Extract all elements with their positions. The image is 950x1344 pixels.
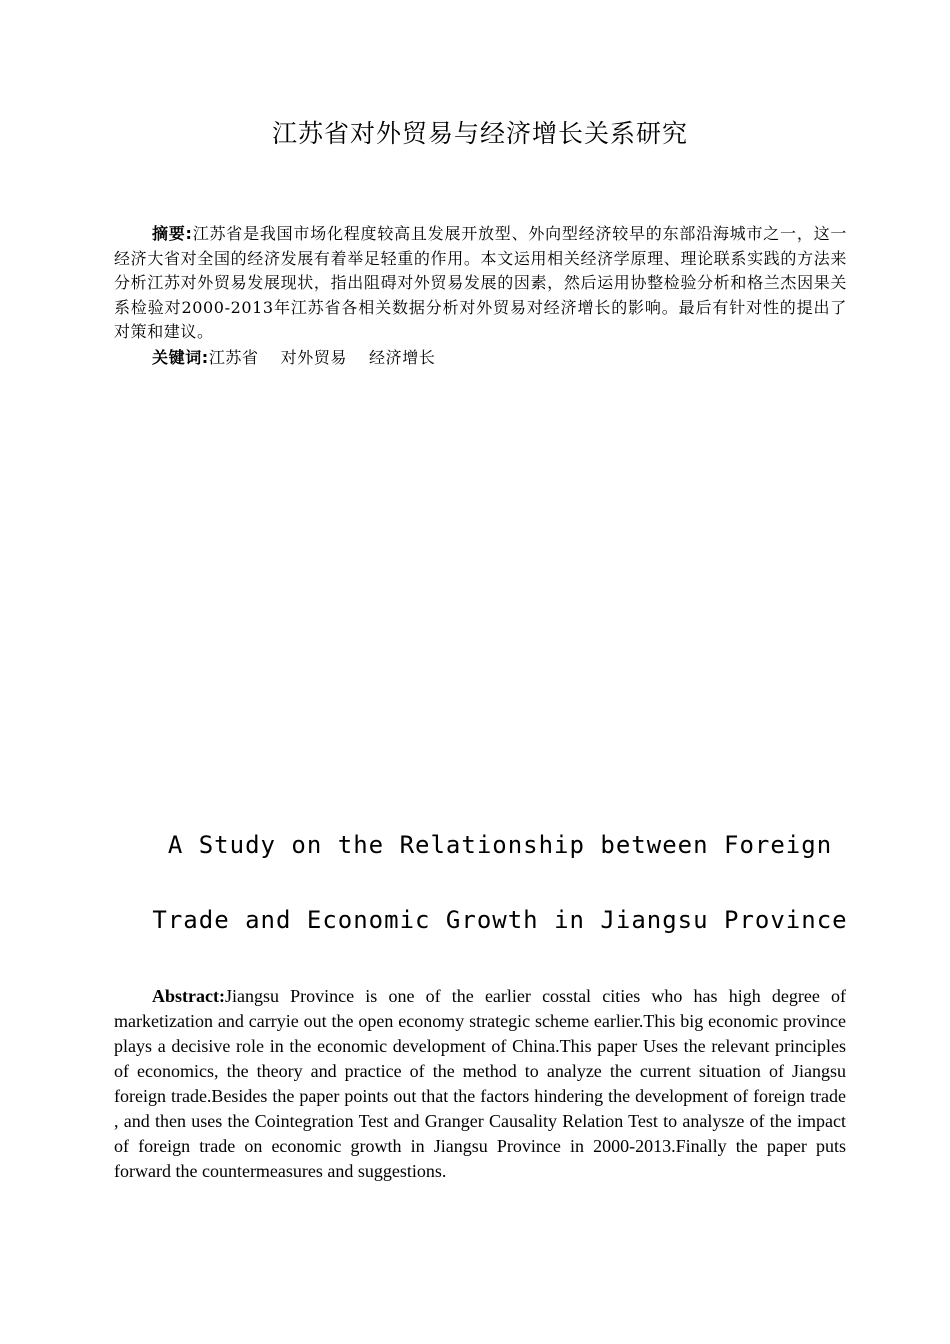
english-abstract-label: Abstract: xyxy=(152,986,225,1006)
keyword-item: 江苏省 xyxy=(208,348,259,367)
chinese-abstract xyxy=(114,222,847,345)
english-title-line-2: Trade and Economic Growth in Jiangsu Province xyxy=(152,906,848,934)
english-abstract-text: Jiangsu Province is one of the earlier cosstal cities who has high degree of marketization and carryie out the open economy strategic scheme earlier.This big economic province plays a decisive role in the economic development of China.This paper Uses the relevant principles of economics, the theory and practice of the method to analyze the current situation of Jiangsu foreign trade.Besides the paper points out that the factors hindering the development of foreign trade , and then uses the Cointegration Test and Granger Causality Relation Test to analysze of the impact of foreign trade on economic growth in Jiangsu Province in 2000-2013.Finally the paper puts forward the countermeasures and suggestions. xyxy=(114,986,846,1181)
keyword-item: 对外贸易 xyxy=(280,348,348,367)
chinese-abstract-text: 江苏省是我国市场化程度较高且发展开放型、外向型经济较早的东部沿海城市之一，这一经济大省对全国的经济发展有着举足轻重的作用。本文运用相关经济学原理、理论联系实践的方法来分析江苏对外贸易发展现状，指出阻碍对外贸易发展的因素，然后运用协整检验分析和格兰杰因果关系检验对2000-2013年江苏省各相关数据分析对外贸易对经济增长的影响。最后有针对性的提出了对策和建议。 xyxy=(114,224,847,341)
keyword-item: 经济增长 xyxy=(369,348,436,367)
english-title-line-1: A Study on the Relationship between Foreign xyxy=(167,831,833,859)
chinese-keywords xyxy=(152,346,457,370)
chinese-keywords-label: 关键词: xyxy=(152,348,209,367)
chinese-abstract-label: 摘要: xyxy=(152,224,193,243)
chinese-title: 江苏省对外贸易与经济增长关系研究 xyxy=(271,119,688,148)
english-abstract xyxy=(114,984,846,1184)
